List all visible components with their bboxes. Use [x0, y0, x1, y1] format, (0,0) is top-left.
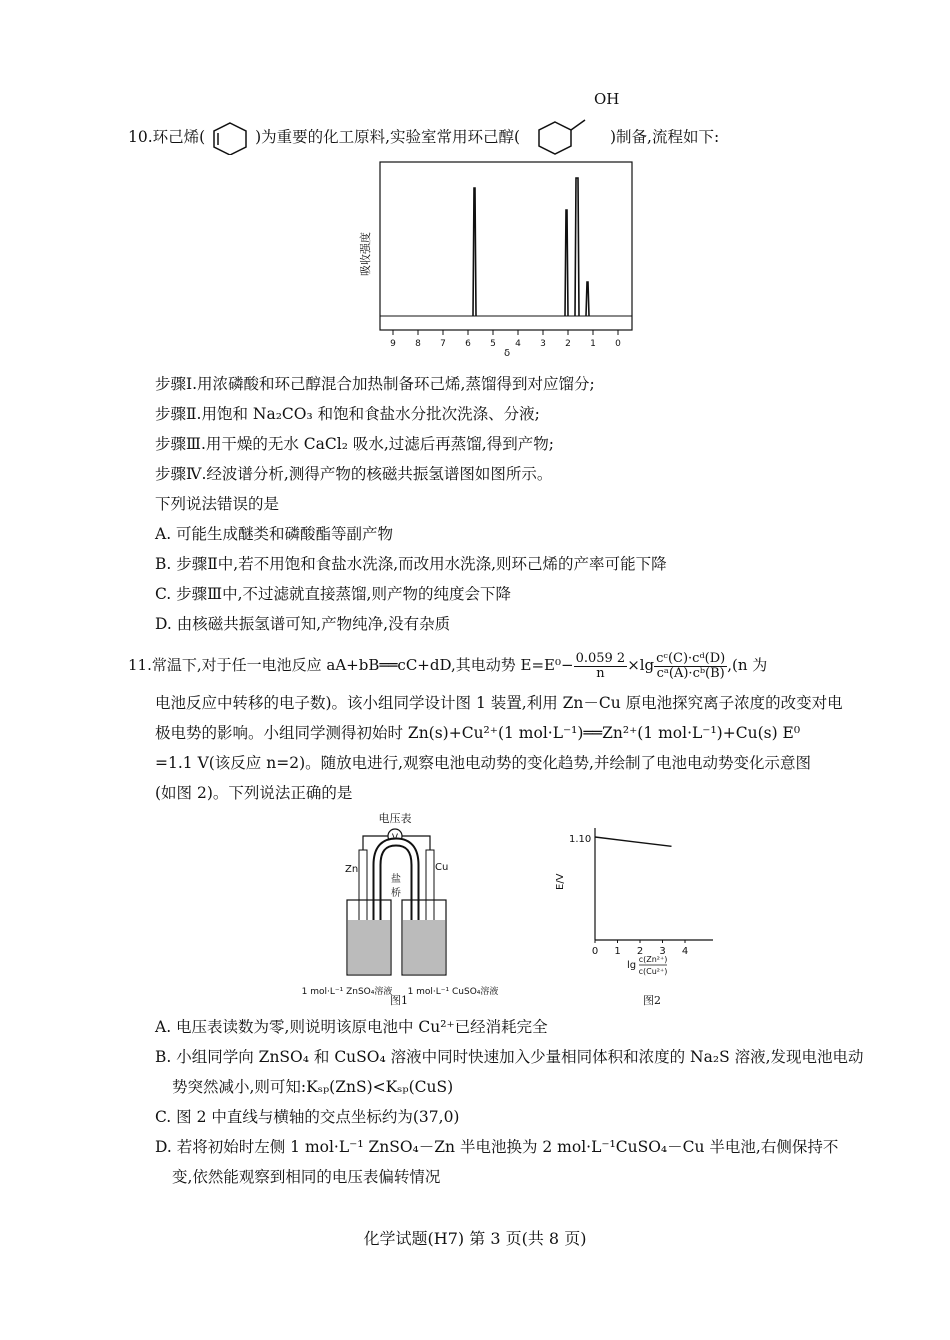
left-solution	[348, 920, 390, 974]
nmr-peak-5.7	[473, 188, 476, 316]
q10-option-d[interactable]: D. 由核磁共振氢谱可知,产物纯净,没有杂质	[155, 615, 451, 633]
q11-option-b-cont: 势突然减小,则可知:Kₛₚ(ZnS)<Kₛₚ(CuS)	[172, 1078, 454, 1096]
fig2-xlabel-den: c(Cu²⁺)	[638, 967, 668, 976]
cu-label: Cu	[435, 862, 449, 873]
nmr-tick-4: 4	[515, 339, 521, 349]
q10-question: 下列说法错误的是	[155, 495, 280, 513]
nmr-tick-6: 6	[465, 339, 471, 349]
q10-step-2: 步骤Ⅱ.用饱和 Na₂CO₃ 和饱和食盐水分批次洗涤、分液;	[155, 405, 540, 423]
nmr-peaks	[473, 178, 589, 316]
q11-option-d[interactable]: D. 若将初始时左侧 1 mol·L⁻¹ ZnSO₄－Zn 半电池换为 2 mol·L⁻¹CuSO₄－Cu 半电池,右侧保持不	[155, 1138, 839, 1156]
q10-step-4: 步骤Ⅳ.经波谱分析,测得产物的核磁共振氢谱图如图所示。	[155, 465, 553, 483]
fig2-xlabel-prefix: lg	[627, 960, 637, 971]
zn-label: Zn	[345, 864, 359, 875]
q11-line-1-b: ×lg	[627, 656, 655, 674]
nmr-tick-9: 9	[390, 339, 396, 349]
q11-line-1-c: ,(n 为	[727, 656, 768, 674]
q10-intro-b: )为重要的化工原料,实验室常用环己醇(	[255, 128, 521, 146]
fig2-xtick-3: 3	[659, 946, 666, 957]
q11-line-2: 电池反应中转移的电子数)。该小组同学设计图 1 装置,利用 Zn－Cu 原电池探究离子浓度的改变对电	[155, 694, 843, 712]
left-solution-label: 1 mol·L⁻¹ ZnSO₄溶液	[301, 987, 393, 997]
q10-option-a[interactable]: A. 可能生成醚类和磷酸酯等副产物	[155, 525, 394, 543]
right-solution	[403, 920, 445, 974]
nmr-ticks	[393, 330, 618, 335]
nmr-tick-3: 3	[540, 339, 546, 349]
quotient-denominator: cᵃ(A)·cᵇ(B)	[656, 665, 725, 681]
q11-option-a[interactable]: A. 电压表读数为零,则说明该原电池中 Cu²⁺已经消耗完全	[155, 1018, 548, 1036]
nmr-xlabel: δ	[503, 348, 511, 358]
nmr-tick-7: 7	[440, 339, 446, 349]
figure-2-caption: 图2	[643, 994, 661, 1007]
emf-coefficient-fraction	[574, 652, 628, 681]
q11-line-4: =1.1 V(该反应 n=2)。随放电进行,观察电池电动势的变化趋势,并绘制了电池电动势变化示意图	[155, 754, 811, 772]
q11-line-5: (如图 2)。下列说法正确的是	[155, 784, 353, 802]
fig2-emf-line	[595, 837, 672, 846]
q10-intro-a: 10.环己烯(	[128, 128, 206, 146]
fig2-xtick-1: 1	[614, 946, 621, 957]
oh-label: OH	[594, 90, 620, 108]
q10-option-c[interactable]: C. 步骤Ⅲ中,不过滤就直接蒸馏,则产物的纯度会下降	[155, 585, 511, 603]
figure-1-cell	[285, 810, 515, 1014]
cyclohexanol-structure	[525, 118, 605, 158]
quotient-numerator: cᶜ(C)·cᵈ(D)	[656, 650, 726, 666]
q11-line-3: 极电势的影响。小组同学测得初始时 Zn(s)+Cu²⁺(1 mol·L⁻¹)══Zn²⁺(1 mol·L⁻¹)+Cu(s) E⁰	[155, 724, 801, 742]
concentration-quotient	[654, 652, 727, 681]
voltmeter-label: 电压表	[378, 812, 412, 825]
nmr-tick-0: 0	[615, 339, 621, 349]
fig2-xtick-0: 0	[591, 946, 599, 957]
fig2-xlabel-num: c(Zn²⁺)	[638, 955, 668, 964]
fig2-xtick-4: 4	[681, 946, 689, 957]
fraction-denominator: n	[596, 665, 605, 681]
fig2-ylabel: E/V	[555, 873, 566, 890]
q10-intro	[128, 118, 719, 158]
page-footer: 化学试题(H7) 第 3 页(共 8 页)	[363, 1229, 587, 1248]
nmr-peak-2.0	[565, 210, 568, 316]
nmr-tick-5: 5	[490, 339, 496, 349]
bridge-label-1: 盐	[391, 874, 401, 885]
fig2-xtick-2: 2	[636, 946, 644, 957]
q11-option-b[interactable]: B. 小组同学向 ZnSO₄ 和 CuSO₄ 溶液中同时快速加入少量相同体积和浓度的 Na₂S 溶液,发现电池电动	[155, 1048, 864, 1066]
fig2-y-value-label: 1.10	[569, 834, 592, 845]
q10-step-3: 步骤Ⅲ.用干燥的无水 CaCl₂ 吸水,过滤后再蒸馏,得到产物;	[155, 435, 554, 453]
q11-line-1-a: 11.常温下,对于任一电池反应 aA+bB══cC+dD,其电动势 E=E⁰−	[128, 656, 574, 674]
nmr-peak-1.2	[586, 282, 589, 316]
figure-2-chart	[545, 820, 725, 994]
q11-line-1	[128, 648, 767, 682]
q11-option-d-cont: 变,依然能观察到相同的电压表偏转情况	[172, 1168, 441, 1186]
bridge-label-2: 桥	[391, 888, 401, 899]
nmr-spectrum	[355, 158, 645, 362]
nmr-tick-2: 2	[565, 339, 571, 349]
nmr-tick-8: 8	[415, 339, 421, 349]
voltmeter-v: V	[391, 833, 399, 843]
q10-step-1: 步骤Ⅰ.用浓磷酸和环己醇混合加热制备环己烯,蒸馏得到对应馏分;	[155, 375, 595, 393]
nmr-frame	[380, 162, 632, 330]
q10-intro-c: )制备,流程如下:	[609, 128, 720, 146]
fraction-numerator: 0.059 2	[575, 650, 626, 666]
cyclohexene-structure	[210, 121, 250, 155]
nmr-tick-1: 1	[590, 339, 596, 349]
q10-option-b[interactable]: B. 步骤Ⅱ中,若不用饱和食盐水洗涤,而改用水洗涤,则环己烯的产率可能下降	[155, 555, 667, 573]
figure-1-caption: 图1	[390, 994, 408, 1007]
right-solution-label: 1 mol·L⁻¹ CuSO₄溶液	[407, 987, 499, 997]
nmr-peak-1.6	[575, 178, 579, 316]
nmr-ylabel: 吸收强度	[359, 232, 372, 276]
q11-option-c[interactable]: C. 图 2 中直线与横轴的交点坐标约为(37,0)	[155, 1108, 460, 1126]
